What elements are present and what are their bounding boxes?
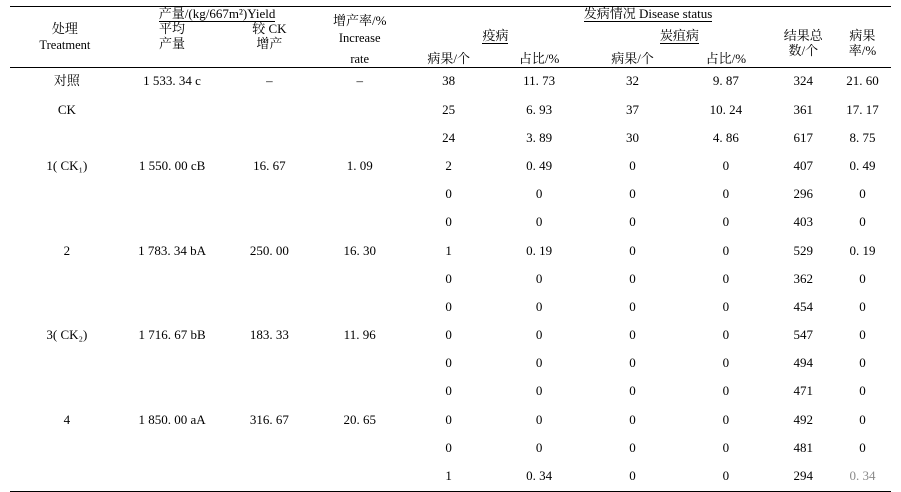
cell-disease-rate: 0 bbox=[859, 298, 866, 314]
cell-ck-increase bbox=[224, 350, 314, 378]
cell-increase-rate bbox=[314, 209, 405, 237]
cell-disease-rate: 0 bbox=[859, 270, 866, 286]
cell-disease-rate: 8. 75 bbox=[849, 129, 876, 145]
cell-increase-rate: – bbox=[356, 73, 363, 89]
header-disease-group-label: 发病情况 Disease status bbox=[583, 6, 713, 21]
cell-ck-increase bbox=[224, 293, 314, 321]
cell-b-ratio: 0 bbox=[722, 186, 730, 202]
cell-increase-rate bbox=[314, 434, 405, 462]
cell-a-count: 0 bbox=[445, 298, 452, 314]
cell-a-ratio: 6. 93 bbox=[526, 101, 553, 117]
cell-a-ratio: 0. 19 bbox=[526, 242, 553, 258]
cell-a-ratio: 0 bbox=[535, 383, 543, 399]
cell-b-ratio: 0 bbox=[722, 327, 730, 343]
header-yield-avg-value bbox=[120, 52, 225, 67]
cell-yield bbox=[120, 124, 225, 152]
cell-total: 407 bbox=[793, 157, 814, 173]
cell-b-ratio: 0 bbox=[722, 242, 730, 258]
cell-ck-increase bbox=[224, 209, 314, 237]
header-disease-rate bbox=[834, 22, 891, 67]
cell-increase-rate: 16. 30 bbox=[343, 242, 376, 258]
header-increase-cn: 增产率/% bbox=[332, 13, 387, 29]
table-row bbox=[10, 350, 891, 378]
cell-disease-rate: 0. 49 bbox=[849, 157, 876, 173]
cell-total: 492 bbox=[793, 411, 814, 427]
cell-treatment: 4 bbox=[63, 411, 71, 427]
cell-ck-increase: 16. 67 bbox=[253, 157, 286, 173]
cell-b-ratio: 0 bbox=[722, 157, 730, 173]
cell-disease-rate: 21. 60 bbox=[846, 73, 879, 89]
cell-yield bbox=[120, 462, 225, 491]
header-disease-a bbox=[405, 22, 586, 52]
cell-b-ratio: 0 bbox=[722, 298, 730, 314]
cell-b-count: 0 bbox=[629, 439, 636, 455]
header-disease-b bbox=[586, 22, 773, 52]
table-row bbox=[10, 406, 891, 434]
table-row bbox=[10, 293, 891, 321]
header-treatment-cn: 处理 bbox=[51, 20, 78, 36]
cell-a-ratio: 0 bbox=[535, 327, 543, 343]
cell-yield bbox=[120, 265, 225, 293]
cell-disease-rate: 0 bbox=[859, 186, 866, 202]
header-treatment bbox=[10, 7, 120, 68]
cell-a-ratio: 0. 49 bbox=[526, 157, 553, 173]
cell-b-count: 30 bbox=[626, 129, 639, 145]
cell-yield bbox=[120, 378, 225, 406]
cell-b-count: 0 bbox=[629, 270, 636, 286]
cell-total: 362 bbox=[793, 270, 814, 286]
cell-b-ratio: 0 bbox=[722, 468, 730, 483]
cell-increase-rate bbox=[314, 96, 405, 124]
cell-a-count: 1 bbox=[445, 242, 452, 258]
cell-a-count: 0 bbox=[445, 270, 452, 286]
header-increase-en-2: rate bbox=[350, 52, 370, 67]
header-increase-en-1: Increase bbox=[338, 30, 381, 45]
cell-increase-rate: 1. 09 bbox=[346, 157, 373, 173]
header-total-1: 结果总 bbox=[783, 28, 823, 44]
cell-yield bbox=[120, 181, 225, 209]
cell-yield: 1 550. 00 cB bbox=[138, 157, 206, 173]
header-disease-b-label: 炭疽病 bbox=[659, 28, 699, 44]
cell-a-count: 1 bbox=[445, 468, 452, 483]
cell-ck-increase: – bbox=[266, 73, 273, 89]
cell-total: 547 bbox=[793, 327, 814, 343]
cell-b-count: 0 bbox=[629, 355, 636, 371]
cell-treatment bbox=[10, 378, 120, 406]
cell-ck-increase bbox=[224, 462, 314, 491]
cell-disease-rate: 0 bbox=[859, 355, 866, 371]
table-row bbox=[10, 321, 891, 349]
cell-b-ratio: 0 bbox=[722, 270, 730, 286]
cell-total: 494 bbox=[793, 355, 814, 371]
cell-treatment: 对照 bbox=[53, 73, 80, 89]
header-treatment-en: Treatment bbox=[39, 38, 91, 53]
table-row bbox=[10, 181, 891, 209]
header-b-ratio: 占比/% bbox=[705, 50, 747, 66]
cell-a-ratio: 0 bbox=[535, 214, 543, 230]
cell-total: 324 bbox=[793, 73, 814, 89]
cell-b-count: 0 bbox=[629, 157, 636, 173]
cell-treatment bbox=[10, 181, 120, 209]
cell-treatment bbox=[10, 265, 120, 293]
cell-treatment bbox=[10, 462, 120, 491]
header-increase-rate bbox=[314, 7, 405, 52]
cell-increase-rate bbox=[314, 181, 405, 209]
cell-treatment: 2 bbox=[63, 242, 71, 258]
header-yield-avg-1: 平均 bbox=[159, 20, 186, 36]
cell-b-count: 32 bbox=[626, 73, 639, 89]
cell-b-ratio: 0 bbox=[722, 383, 730, 399]
cell-treatment bbox=[10, 293, 120, 321]
header-a-count: 病果/个 bbox=[427, 50, 470, 66]
cell-a-count: 0 bbox=[445, 439, 452, 455]
cell-b-count: 0 bbox=[629, 468, 636, 483]
header-yield-group-label: 产量/(kg/667m²)Yield bbox=[158, 6, 276, 21]
header-yield-group bbox=[120, 7, 315, 22]
cell-yield: 1 850. 00 aA bbox=[138, 411, 206, 427]
cell-treatment: 3( CK₂) bbox=[46, 327, 88, 343]
cell-treatment bbox=[10, 209, 120, 237]
header-disease-group bbox=[405, 7, 891, 22]
table-row bbox=[10, 67, 891, 96]
cell-a-ratio: 0 bbox=[535, 186, 543, 202]
header-yield-ck-1: 较 CK bbox=[252, 20, 287, 36]
cell-b-count: 0 bbox=[629, 327, 636, 343]
cell-a-ratio: 0 bbox=[535, 411, 543, 427]
cell-total: 471 bbox=[793, 383, 814, 399]
cell-treatment: 1( CK₁) bbox=[46, 157, 88, 173]
cell-b-ratio: 9. 87 bbox=[712, 73, 739, 89]
header-yield-avg-2: 产量 bbox=[159, 35, 186, 51]
cell-b-ratio: 4. 86 bbox=[712, 129, 739, 145]
cell-total: 529 bbox=[793, 242, 814, 258]
cell-b-ratio: 10. 24 bbox=[709, 101, 743, 117]
cell-a-count: 2 bbox=[445, 157, 452, 173]
data-table bbox=[10, 6, 891, 492]
cell-total: 454 bbox=[793, 298, 814, 314]
header-disease-a-label: 疫病 bbox=[482, 28, 509, 44]
cell-a-count: 0 bbox=[445, 355, 452, 371]
cell-increase-rate bbox=[314, 378, 405, 406]
header-rate-1: 病果 bbox=[849, 28, 876, 44]
cell-disease-rate: 0 bbox=[859, 214, 866, 230]
cell-a-count: 25 bbox=[442, 101, 456, 117]
cell-a-ratio: 0 bbox=[535, 270, 543, 286]
cell-ck-increase bbox=[224, 434, 314, 462]
cell-ck-increase bbox=[224, 378, 314, 406]
cell-ck-increase bbox=[224, 181, 314, 209]
header-row-leaf bbox=[10, 52, 891, 67]
table-row bbox=[10, 152, 891, 180]
cell-ck-increase bbox=[224, 96, 314, 124]
header-rate-2: 率/% bbox=[848, 43, 877, 59]
cell-total: 294 bbox=[793, 468, 814, 483]
table-row bbox=[10, 378, 891, 406]
cell-total: 296 bbox=[793, 186, 814, 202]
cell-a-count: 0 bbox=[445, 214, 452, 230]
header-row-groups bbox=[10, 7, 891, 22]
cell-treatment: CK bbox=[57, 101, 76, 117]
cell-a-count: 0 bbox=[445, 186, 452, 202]
cell-yield: 1 783. 34 bA bbox=[138, 242, 206, 258]
cell-increase-rate bbox=[314, 462, 405, 491]
cell-treatment bbox=[10, 350, 120, 378]
cell-yield bbox=[120, 209, 225, 237]
cell-yield: 1 533. 34 c bbox=[143, 73, 201, 89]
cell-ck-increase: 316. 67 bbox=[249, 411, 289, 427]
cell-increase-rate bbox=[314, 265, 405, 293]
cell-yield bbox=[120, 293, 225, 321]
cell-total: 481 bbox=[793, 439, 814, 455]
table-row bbox=[10, 124, 891, 152]
cell-yield bbox=[120, 434, 225, 462]
cell-a-count: 24 bbox=[442, 129, 456, 145]
cell-disease-rate: 0 bbox=[859, 327, 866, 343]
cell-b-count: 0 bbox=[629, 383, 636, 399]
header-total-2: 数/个 bbox=[788, 43, 819, 59]
cell-increase-rate bbox=[314, 350, 405, 378]
cell-disease-rate: 0. 34 bbox=[849, 468, 876, 483]
cell-b-ratio: 0 bbox=[722, 355, 730, 371]
cell-b-ratio: 0 bbox=[722, 439, 730, 455]
cell-a-ratio: 11. 73 bbox=[523, 73, 556, 89]
header-total-fruit bbox=[773, 22, 834, 67]
header-b-count: 病果/个 bbox=[611, 50, 654, 66]
cell-increase-rate bbox=[314, 293, 405, 321]
cell-a-ratio: 0 bbox=[535, 355, 543, 371]
table-header bbox=[10, 7, 891, 68]
cell-disease-rate: 0 bbox=[859, 439, 866, 455]
cell-b-ratio: 0 bbox=[722, 214, 730, 230]
cell-a-count: 0 bbox=[445, 383, 452, 399]
cell-a-ratio: 3. 89 bbox=[526, 129, 553, 145]
header-a-ratio: 占比/% bbox=[518, 50, 560, 66]
header-yield-avg bbox=[120, 22, 225, 52]
cell-yield bbox=[120, 350, 225, 378]
cell-disease-rate: 0 bbox=[859, 383, 866, 399]
cell-increase-rate bbox=[314, 124, 405, 152]
cell-b-count: 0 bbox=[629, 242, 636, 258]
header-yield-ck-value bbox=[224, 52, 314, 67]
cell-ck-increase: 183. 33 bbox=[249, 327, 289, 343]
cell-a-ratio: 0. 34 bbox=[526, 468, 553, 483]
cell-b-ratio: 0 bbox=[722, 411, 730, 427]
table-row bbox=[10, 209, 891, 237]
cell-a-ratio: 0 bbox=[535, 439, 543, 455]
table-row bbox=[10, 265, 891, 293]
cell-yield: 1 716. 67 bB bbox=[138, 327, 206, 343]
table-body bbox=[10, 67, 891, 491]
cell-treatment bbox=[10, 124, 120, 152]
table-row bbox=[10, 237, 891, 265]
cell-b-count: 0 bbox=[629, 411, 636, 427]
cell-yield bbox=[120, 96, 225, 124]
cell-ck-increase bbox=[224, 265, 314, 293]
cell-b-count: 0 bbox=[629, 214, 636, 230]
cell-total: 617 bbox=[793, 129, 814, 145]
cell-disease-rate: 0. 19 bbox=[849, 242, 876, 258]
cell-disease-rate: 17. 17 bbox=[846, 101, 879, 117]
cell-disease-rate: 0 bbox=[859, 411, 866, 427]
cell-total: 361 bbox=[793, 101, 814, 117]
cell-increase-rate: 20. 65 bbox=[343, 411, 376, 427]
header-yield-ck bbox=[224, 22, 314, 52]
cell-ck-increase: 250. 00 bbox=[249, 242, 289, 258]
table-row bbox=[10, 96, 891, 124]
cell-a-ratio: 0 bbox=[535, 298, 543, 314]
header-row-subgroups bbox=[10, 22, 891, 52]
header-yield-ck-2: 增产 bbox=[256, 35, 283, 51]
cell-a-count: 38 bbox=[442, 73, 456, 89]
cell-total: 403 bbox=[793, 214, 814, 230]
cell-treatment bbox=[10, 434, 120, 462]
cell-b-count: 0 bbox=[629, 298, 636, 314]
cell-a-count: 0 bbox=[445, 327, 452, 343]
cell-increase-rate: 11. 96 bbox=[343, 327, 376, 343]
cell-ck-increase bbox=[224, 124, 314, 152]
table-row bbox=[10, 462, 891, 491]
cell-a-count: 0 bbox=[445, 411, 452, 427]
cell-b-count: 0 bbox=[629, 186, 636, 202]
cell-b-count: 37 bbox=[626, 101, 639, 117]
table-row bbox=[10, 434, 891, 462]
